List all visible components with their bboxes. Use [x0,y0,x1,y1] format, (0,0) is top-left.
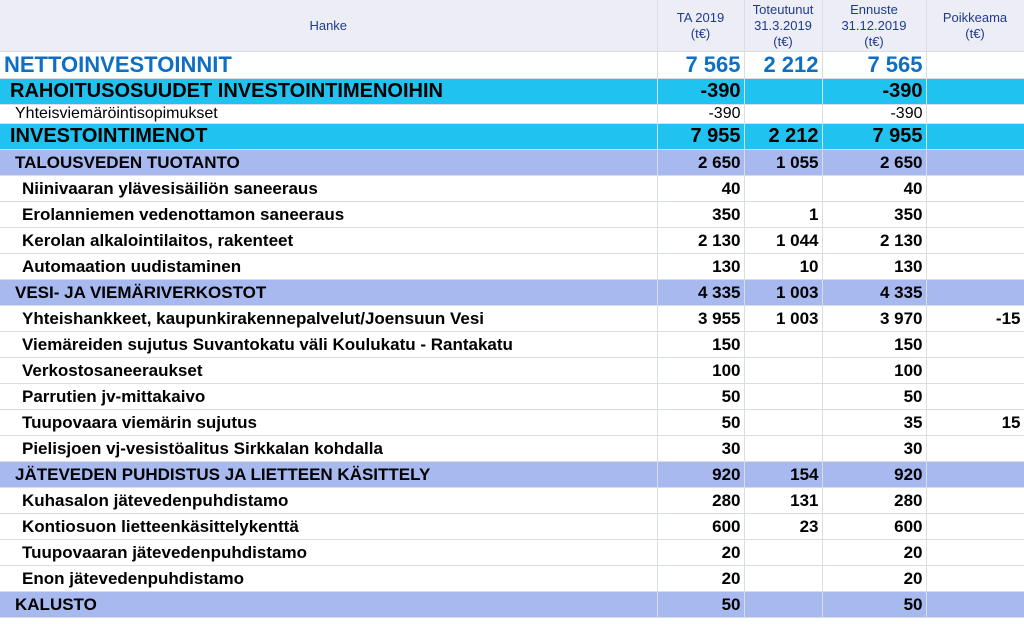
row-poikkeama [926,358,1024,384]
header-row [0,0,1024,52]
header-enn-unit: (t€) [864,33,884,49]
row-toteutunut: 2 212 [744,52,822,79]
row-name: KALUSTO [0,592,657,618]
table-row [0,254,1024,280]
row-name: RAHOITUSOSUUDET INVESTOINTIMENOIHIN [0,79,657,105]
row-name: TALOUSVEDEN TUOTANTO [0,150,657,176]
row-name: Viemäreiden sujutus Suvantokatu väli Koulukatu - Rantakatu [0,332,657,358]
header-ta-unit: (t€) [690,25,711,41]
header-toteutunut [744,0,822,52]
row-ennuste: 20 [822,566,926,592]
row-ennuste: 4 335 [822,280,926,306]
row-poikkeama [926,124,1024,150]
row-ta-2019: 40 [657,176,744,202]
row-ennuste: 2 130 [822,228,926,254]
row-poikkeama [926,202,1024,228]
row-toteutunut: 1 003 [744,306,822,332]
table-row [0,384,1024,410]
row-name: Kerolan alkalointilaitos, rakenteet [0,228,657,254]
row-poikkeama [926,332,1024,358]
row-toteutunut: 1 044 [744,228,822,254]
table-row [0,228,1024,254]
row-toteutunut [744,410,822,436]
row-name: NETTOINVESTOINNIT [0,52,657,79]
row-ennuste: 600 [822,514,926,540]
row-name: Parrutien jv-mittakaivo [0,384,657,410]
row-ta-2019: 50 [657,410,744,436]
row-name: Yhteishankkeet, kaupunkirakennepalvelut/Joensuun Vesi [0,306,657,332]
table-row [0,79,1024,105]
header-ta-line: TA 2019 [676,9,725,25]
row-ta-2019: 350 [657,202,744,228]
header-poikkeama [926,0,1024,52]
row-ennuste: -390 [822,105,926,124]
row-toteutunut: 2 212 [744,124,822,150]
row-toteutunut [744,105,822,124]
table-row [0,514,1024,540]
row-name: Verkostosaneeraukset [0,358,657,384]
row-toteutunut: 10 [744,254,822,280]
row-ennuste: 7 565 [822,52,926,79]
row-name: Tuupovaaran jätevedenpuhdistamo [0,540,657,566]
row-toteutunut [744,566,822,592]
row-ennuste: 40 [822,176,926,202]
row-ta-2019: 7 565 [657,52,744,79]
header-tot-unit: (t€) [773,33,793,49]
row-toteutunut [744,384,822,410]
table-row [0,592,1024,618]
row-toteutunut [744,592,822,618]
row-poikkeama [926,592,1024,618]
row-ennuste: 50 [822,592,926,618]
row-toteutunut: 1 [744,202,822,228]
row-ta-2019: -390 [657,105,744,124]
row-ta-2019: 4 335 [657,280,744,306]
row-poikkeama [926,150,1024,176]
row-ennuste: 3 970 [822,306,926,332]
row-toteutunut [744,540,822,566]
row-poikkeama [926,436,1024,462]
row-poikkeama [926,462,1024,488]
table-row [0,150,1024,176]
row-poikkeama [926,105,1024,124]
row-ennuste: 350 [822,202,926,228]
row-name: JÄTEVEDEN PUHDISTUS JA LIETTEEN KÄSITTELY [0,462,657,488]
row-ta-2019: 100 [657,358,744,384]
row-toteutunut: 23 [744,514,822,540]
row-name: Enon jätevedenpuhdistamo [0,566,657,592]
row-ta-2019: 3 955 [657,306,744,332]
row-name: Tuupovaara viemärin sujutus [0,410,657,436]
row-ta-2019: 2 650 [657,150,744,176]
table-row [0,105,1024,124]
row-ta-2019: 600 [657,514,744,540]
row-toteutunut: 1 055 [744,150,822,176]
table-row [0,176,1024,202]
row-poikkeama [926,566,1024,592]
table-row [0,202,1024,228]
row-toteutunut [744,436,822,462]
row-poikkeama: -15 [926,306,1024,332]
row-ta-2019: 7 955 [657,124,744,150]
table-row [0,488,1024,514]
row-toteutunut [744,176,822,202]
row-ta-2019: 50 [657,592,744,618]
row-ennuste: 35 [822,410,926,436]
row-poikkeama [926,176,1024,202]
row-ta-2019: 2 130 [657,228,744,254]
table-row [0,306,1024,332]
table-row [0,52,1024,79]
table-row [0,410,1024,436]
row-ta-2019: 20 [657,566,744,592]
table-row [0,332,1024,358]
row-ta-2019: -390 [657,79,744,105]
row-name: Yhteisviemäröintisopimukset [0,105,657,124]
row-ennuste: 100 [822,358,926,384]
row-toteutunut [744,358,822,384]
row-name: Pielisjoen vj-vesistöalitus Sirkkalan kohdalla [0,436,657,462]
row-ennuste: 920 [822,462,926,488]
row-ennuste: 30 [822,436,926,462]
row-ta-2019: 130 [657,254,744,280]
row-ennuste: 50 [822,384,926,410]
table-row [0,462,1024,488]
header-tot-line: Toteutunut [752,1,814,17]
row-poikkeama [926,79,1024,105]
header-hanke: Hanke [0,0,657,52]
row-ennuste: 280 [822,488,926,514]
header-enn-line: Ennuste [850,1,898,17]
row-poikkeama [926,384,1024,410]
row-ta-2019: 30 [657,436,744,462]
row-ta-2019: 150 [657,332,744,358]
row-ennuste: 150 [822,332,926,358]
row-ennuste: 2 650 [822,150,926,176]
row-ennuste: 20 [822,540,926,566]
row-name: Kuhasalon jätevedenpuhdistamo [0,488,657,514]
row-ennuste: 7 955 [822,124,926,150]
header-poi-line: Poikkeama [942,9,1008,25]
row-poikkeama [926,540,1024,566]
row-ta-2019: 920 [657,462,744,488]
row-name: INVESTOINTIMENOT [0,124,657,150]
row-name: VESI- JA VIEMÄRIVERKOSTOT [0,280,657,306]
table-row [0,566,1024,592]
row-name: Erolanniemen vedenottamon saneeraus [0,202,657,228]
row-poikkeama [926,228,1024,254]
row-poikkeama [926,280,1024,306]
row-poikkeama [926,52,1024,79]
row-ennuste: -390 [822,79,926,105]
row-poikkeama [926,488,1024,514]
row-name: Niinivaaran ylävesisäiliön saneeraus [0,176,657,202]
row-ta-2019: 280 [657,488,744,514]
row-poikkeama [926,254,1024,280]
row-toteutunut [744,332,822,358]
row-toteutunut: 1 003 [744,280,822,306]
header-ennuste [822,0,926,52]
table-row [0,436,1024,462]
row-toteutunut [744,79,822,105]
header-ta [657,0,744,52]
header-tot-date: 31.3.2019 [754,17,812,33]
table-row [0,280,1024,306]
header-poi-unit: (t€) [965,25,985,41]
row-ennuste: 130 [822,254,926,280]
table-body [0,52,1024,618]
row-poikkeama: 15 [926,410,1024,436]
table-row [0,540,1024,566]
row-ta-2019: 50 [657,384,744,410]
row-toteutunut: 154 [744,462,822,488]
row-ta-2019: 20 [657,540,744,566]
row-toteutunut: 131 [744,488,822,514]
table-row [0,358,1024,384]
header-enn-date: 31.12.2019 [841,17,907,33]
row-name: Automaation uudistaminen [0,254,657,280]
row-poikkeama [926,514,1024,540]
table-row [0,124,1024,150]
row-name: Kontiosuon lietteenkäsittelykenttä [0,514,657,540]
